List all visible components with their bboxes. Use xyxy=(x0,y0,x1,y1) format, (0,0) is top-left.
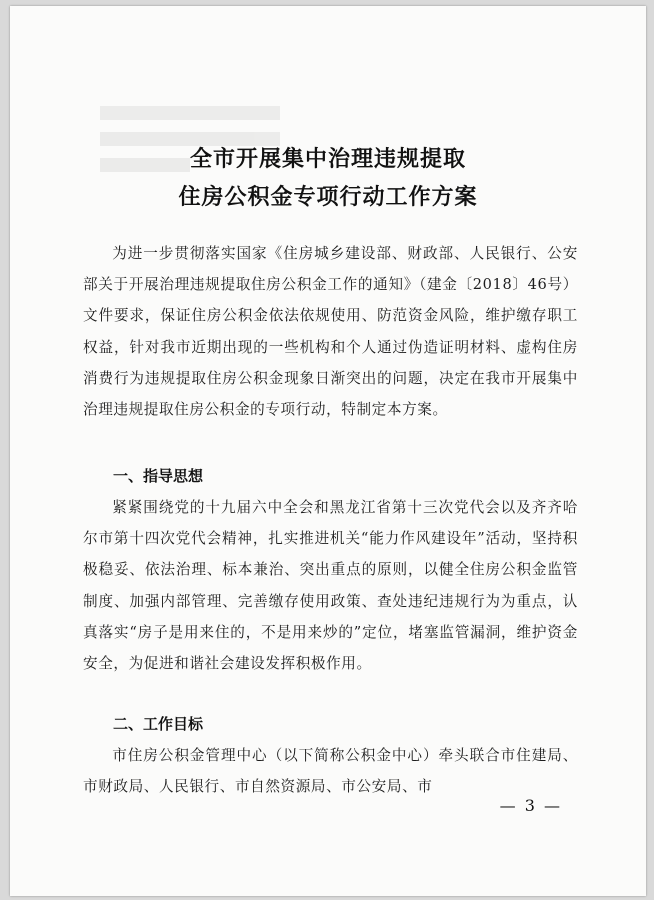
section-heading-guiding-principle: 一、指导思想 xyxy=(113,467,204,485)
section-heading-work-goals: 二、工作目标 xyxy=(113,715,204,733)
section-paragraph-guiding-principle: 紧紧围绕党的十九届六中全会和黑龙江省第十三次党代会以及齐齐哈尔市第十四次党代会精神，扎实推进机关“能力作风建设年”活动，坚持积极稳妥、依法治理、标本兼治、突出重点的原则，以健全住房公积金监管制度、加强内部管理、完善缴存使用政策、查处违纪违规行为为重点，认真落实“房子是用来住的，不是用来炒的”定位，堵塞监管漏洞，维护资金安全，为促进和谐社会建设发挥积极作用。 xyxy=(83,499,578,673)
page-number: — 3 — xyxy=(499,796,562,815)
section-paragraph-work-goals: 市住房公积金管理中心（以下简称公积金中心）牵头联合市住建局、市财政局、人民银行、市自然资源局、市公安局、市 xyxy=(83,747,578,796)
intro-paragraph: 为进一步贯彻落实国家《住房城乡建设部、财政部、人民银行、公安部关于开展治理违规提取住房公积金工作的通知》（建金〔2018〕46号）文件要求，保证住房公积金依法依规使用、防范资金风险，维护缴存职工权益，针对我市近期出现的一些机构和个人通过伪造证明材料、虚构住房消费行为违规提取住房公积金现象日渐突出的问题，决定在我市开展集中治理违规提取住房公积金的专项行动，特制定本方案。 xyxy=(83,245,578,419)
document-page xyxy=(10,6,646,896)
document-title-line-1: 全市开展集中治理违规提取 xyxy=(189,146,466,172)
document-title-line-2: 住房公积金专项行动工作方案 xyxy=(178,184,478,210)
